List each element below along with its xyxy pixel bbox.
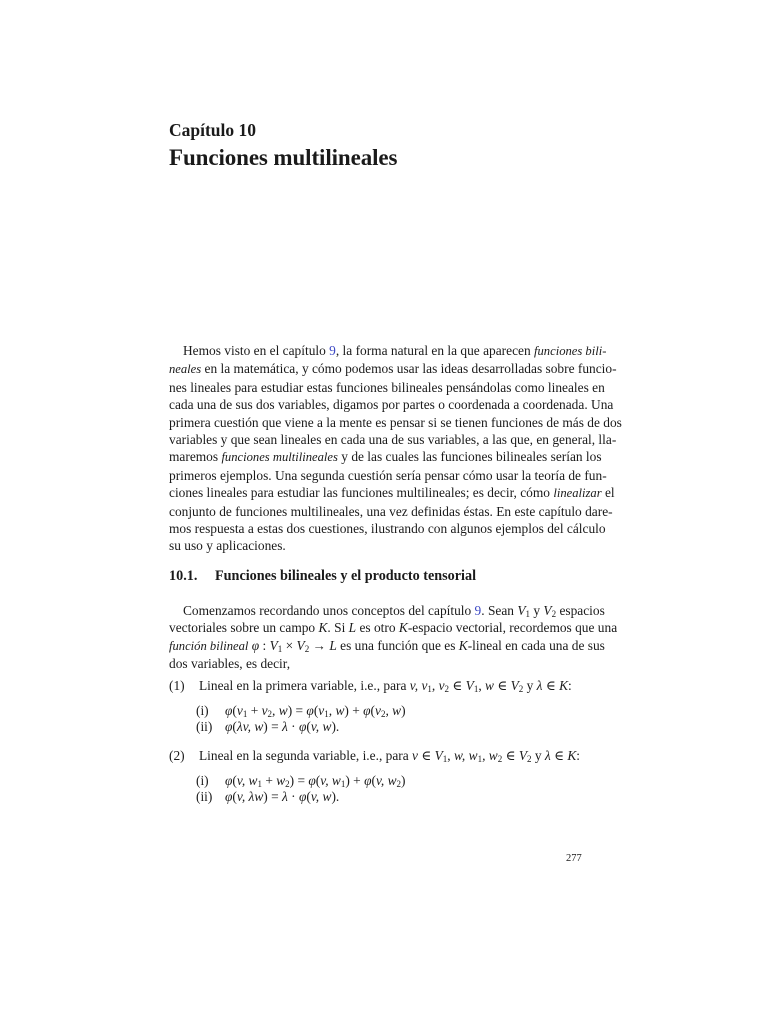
text-run: en la matemática, y cómo podemos usar las ideas desarrolladas sobre funcio- [201,361,617,377]
text-line [169,467,607,484]
math-symbol: V [296,637,305,653]
math-subscript: 1 [473,684,479,694]
math-symbol: v [375,703,381,718]
intro-paragraph [169,342,622,555]
chapter-reference-link[interactable]: 9 [329,343,336,358]
math-subscript: 2 [497,754,503,764]
text-line [169,414,622,431]
math-subscript: 1 [277,643,283,654]
text-run: mos respuesta a estas dos cuestiones, ilustrando con algunos ejemplos del cálculo [169,521,606,537]
text-run: ∈ [418,748,435,763]
section-number: 10.1. [169,568,198,584]
math-symbol: v, w [320,773,341,788]
math-symbol: v, w [310,719,332,734]
emphasis-term: funciones multilineales [221,450,338,465]
math-symbol: φ [308,773,316,788]
text-run: ) + [345,773,365,788]
math-symbol: K [318,620,328,636]
text-line [169,342,607,360]
page-number: 277 [566,853,582,864]
math-symbol: , v [431,678,445,693]
text-line [169,655,586,672]
sub-list-item-number: (ii) [196,789,213,804]
sub-list-item [196,703,406,719]
text-run: ) [401,773,406,788]
text-run: ( [313,703,319,718]
text-run: ). [331,789,340,804]
math-subscript: 2 [304,643,310,654]
list-item-number: (2) [169,748,185,763]
math-symbol: φ [364,773,372,788]
math-symbol: v, w [375,773,397,788]
text-run: ∈ [493,678,511,693]
text-line [169,431,617,448]
text-run: , [447,748,454,763]
math-symbol: φ [363,703,371,718]
math-symbol: φ [298,719,307,734]
math-symbol: V [269,637,278,653]
text-run: ) [401,703,406,718]
text-run: · [287,789,299,804]
math-symbol: , w [272,703,288,718]
math-symbol: v [412,748,418,763]
math-symbol: L [348,620,357,636]
math-subscript: 1 [477,754,483,764]
text-run: primeros ejemplos. Una segunda cuestión sería pensar cómo usar la teoría de fun- [169,467,607,483]
math-symbol: , w [328,703,345,718]
text-run: primera cuestión que viene a la mente es pensar si se tienen funciones de más de dos [169,414,622,430]
section-heading [169,567,476,585]
math-symbol: w [276,773,286,788]
text-run: ∈ [550,748,568,763]
emphasis-term: funciones bili- [534,344,607,358]
math-subscript: 1 [324,709,329,719]
math-symbol: v [236,703,243,718]
math-subscript: 2 [380,709,386,719]
text-line [169,484,615,502]
math-symbol: V [543,603,552,618]
text-run: ) = [263,789,282,804]
math-symbol: V [517,603,526,618]
section-paragraph [169,602,618,673]
math-subscript: 1 [427,684,432,694]
emphasis-term: linealizar [553,486,602,501]
text-line [169,637,605,655]
math-subscript: 2 [551,609,557,619]
math-symbol: λ [544,748,551,763]
text-run: · [287,719,299,734]
sub-list-item [196,773,406,789]
math-subscript: 2 [527,754,532,764]
text-run: ∈ [542,678,560,693]
text-line [169,520,606,537]
math-symbol: v [261,703,268,718]
emphasis-term: función bilineal [169,638,249,653]
math-subscript: 2 [285,779,290,789]
math-symbol: , w [482,748,498,763]
text-run: ( [232,773,237,788]
math-subscript: 1 [340,779,346,789]
math-subscript: 1 [257,779,262,789]
emphasis-term: neales [169,362,202,377]
math-subscript: 2 [518,684,524,694]
math-symbol: K [567,748,577,763]
text-run: ( [232,719,237,734]
sub-list-item-number: (ii) [196,719,213,734]
text-run: ( [370,703,375,718]
text-run: su uso y aplicaciones. [169,538,286,554]
text-line [169,396,614,413]
math-subscript: 1 [525,609,531,619]
text-run: → [309,637,330,653]
math-symbol: v, w [236,773,258,788]
math-symbol: K [398,620,408,636]
math-subscript: 2 [267,709,273,719]
sub-list-item-number: (i) [196,773,209,788]
math-subscript: 2 [444,684,450,694]
math-symbol: V [434,748,443,763]
section-title: Funciones bilineales y el producto tensorial [215,568,477,584]
math-symbol: V [510,678,519,693]
math-symbol: λ [282,719,288,734]
text-run: es otro [356,620,399,636]
text-run: ( [306,719,311,734]
text-run: . Si [327,620,349,636]
text-run: ∈ [502,748,519,763]
math-symbol: K [559,678,569,693]
math-symbol: v, v [409,678,428,693]
math-symbol: φ [225,719,233,734]
math-symbol: w, w [454,748,478,763]
text-run: y [531,748,545,763]
sub-list-item [196,789,339,805]
math-symbol: φ [225,789,233,804]
text-run: Lineal en la segunda variable, i.e., para [199,748,413,763]
math-symbol: V [518,748,528,763]
text-run: : [568,678,572,693]
chapter-reference-link[interactable]: 9 [474,603,482,618]
text-run: : [576,748,580,763]
math-symbol: v, w [310,789,332,804]
text-run: ( [371,773,376,788]
text-run: ) = [287,703,307,718]
text-run: cada una de sus dos variables, digamos por partes o coordenada a coordenada. Una [169,397,614,413]
text-line [169,503,613,520]
math-symbol: φ [225,703,233,718]
list-item [169,677,572,694]
list-item [169,747,580,764]
text-run: espacios [556,603,605,618]
text-run: , la forma natural en la que aparecen [335,343,535,358]
text-run: Comenzamos recordando unos conceptos del capítulo [183,603,475,618]
text-line [169,360,617,378]
text-run: es una función que es [336,637,459,653]
math-symbol: v, λw [236,789,264,804]
math-symbol: φ [225,773,233,788]
math-symbol: V [465,678,474,693]
text-run: vectoriales sobre un campo [169,620,319,636]
text-run: conjunto de funciones multilineales, una vez definidas éstas. En este capítulo dare- [169,503,613,519]
math-subscript: 1 [242,709,248,719]
math-symbol: v [318,703,325,718]
math-symbol: , w [385,703,402,718]
text-run: ) + [344,703,364,718]
text-run: ) = [263,719,282,734]
text-run: maremos [169,449,222,465]
math-symbol: φ [251,637,260,653]
text-line [169,602,605,619]
text-run: ). [331,719,340,734]
math-symbol: λ [536,678,543,693]
math-subscript: 2 [396,779,402,789]
text-run: + [261,773,277,788]
text-run: ( [315,773,321,788]
text-run: . Sean [481,603,518,618]
text-run: ciones lineales para estudiar las funciones multilineales; es decir, cómo [169,485,554,501]
text-run: el [601,485,615,501]
text-run: dos variables, es decir, [169,656,291,672]
math-symbol: φ [298,789,307,804]
text-run: ( [232,789,237,804]
text-run: y [523,678,537,693]
text-run: ( [232,703,237,718]
math-symbol: w [485,678,494,693]
text-run: y de las cuales las funciones bilineales serían los [337,449,602,465]
math-symbol: K [458,637,468,653]
text-run: , [478,678,486,693]
chapter-title: Funciones multilineales [169,145,398,170]
text-run: : [259,637,270,653]
text-run: ∈ [449,678,466,693]
math-symbol: φ [306,703,314,718]
text-run: nes lineales para estudiar estas funciones bilineales pensándolas como lineales en [169,379,605,395]
list-item-number: (1) [169,678,185,693]
math-symbol: λ [282,789,288,804]
text-run: ( [306,789,311,804]
text-run: -lineal en cada una de sus [467,637,605,653]
text-run: × [282,637,297,653]
text-line [169,619,618,636]
text-run: y [530,603,544,618]
math-symbol: λv, w [236,719,264,734]
text-run: variables y que sean lineales en cada una de sus variables, a las que, en general, lla- [169,432,617,448]
text-line [169,448,602,466]
text-run: Lineal en la primera variable, i.e., para [199,678,410,693]
text-run: -espacio vectorial, recordemos que una [407,620,618,636]
sub-list-item [196,719,339,735]
math-subscript: 1 [442,754,448,764]
chapter-label: Capítulo 10 [169,120,257,140]
text-run: Hemos visto en el capítulo [183,343,330,358]
text-line [169,379,605,396]
math-symbol: L [329,637,337,653]
text-run: ) = [289,773,309,788]
text-line [169,537,586,554]
sub-list-item-number: (i) [196,703,209,718]
text-run: + [247,703,262,718]
